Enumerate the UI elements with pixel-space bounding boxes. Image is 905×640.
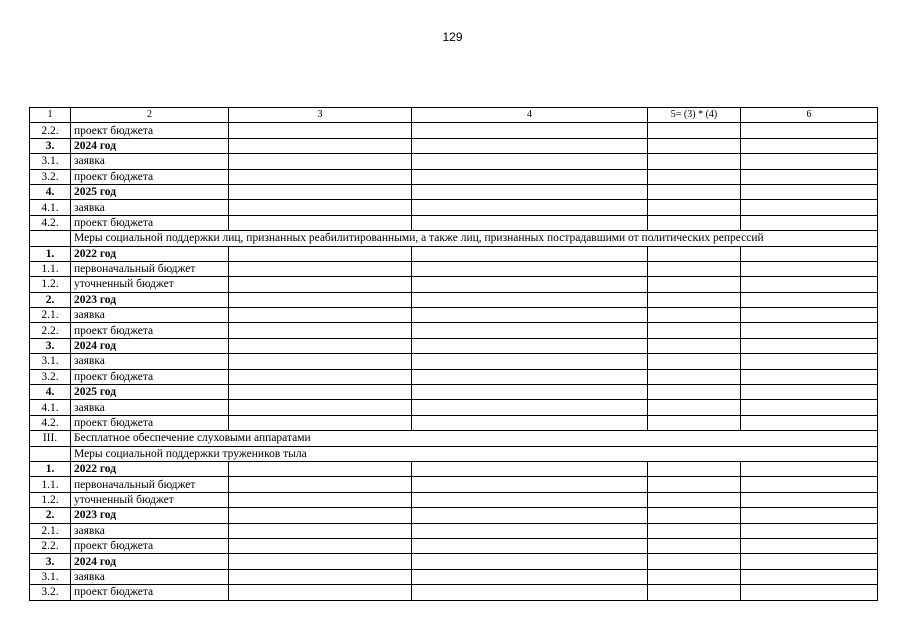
value-cell bbox=[229, 184, 412, 199]
value-cell bbox=[412, 277, 648, 292]
column-header: 5= (3) * (4) bbox=[648, 108, 741, 123]
value-cell bbox=[648, 338, 741, 353]
value-cell bbox=[229, 477, 412, 492]
value-cell bbox=[229, 415, 412, 430]
value-cell bbox=[648, 492, 741, 507]
value-cell bbox=[412, 154, 648, 169]
table-row bbox=[30, 415, 878, 430]
value-cell bbox=[648, 523, 741, 538]
value-cell bbox=[648, 354, 741, 369]
value-cell bbox=[412, 308, 648, 323]
value-cell bbox=[412, 354, 648, 369]
value-cell bbox=[412, 585, 648, 600]
value-cell bbox=[412, 385, 648, 400]
value-cell bbox=[229, 154, 412, 169]
table-row bbox=[30, 492, 878, 507]
row-number bbox=[30, 446, 71, 461]
year-row bbox=[30, 338, 878, 353]
row-number: 3. bbox=[30, 338, 71, 353]
table-row bbox=[30, 369, 878, 384]
value-cell bbox=[741, 477, 878, 492]
table-row bbox=[30, 169, 878, 184]
row-number: 1. bbox=[30, 461, 71, 476]
column-header: 1 bbox=[30, 108, 71, 123]
row-label: 2022 год bbox=[71, 246, 229, 261]
table-row bbox=[30, 200, 878, 215]
value-cell bbox=[648, 200, 741, 215]
table-row bbox=[30, 569, 878, 584]
value-cell bbox=[229, 215, 412, 230]
value-cell bbox=[229, 200, 412, 215]
value-cell bbox=[412, 400, 648, 415]
row-label: заявка bbox=[71, 400, 229, 415]
value-cell bbox=[741, 246, 878, 261]
row-number: 2.1. bbox=[30, 308, 71, 323]
year-row bbox=[30, 385, 878, 400]
row-label: заявка bbox=[71, 569, 229, 584]
year-row bbox=[30, 554, 878, 569]
value-cell bbox=[648, 138, 741, 153]
row-label: первоначальный бюджет bbox=[71, 477, 229, 492]
value-cell bbox=[412, 338, 648, 353]
row-label: 2022 год bbox=[71, 461, 229, 476]
value-cell bbox=[229, 261, 412, 276]
year-row bbox=[30, 246, 878, 261]
row-label: проект бюджета bbox=[71, 415, 229, 430]
row-number: 2.2. bbox=[30, 123, 71, 138]
row-number: III. bbox=[30, 431, 71, 446]
value-cell bbox=[741, 508, 878, 523]
section-title: Меры социальной поддержки тружеников тыла bbox=[71, 446, 878, 461]
value-cell bbox=[412, 123, 648, 138]
value-cell bbox=[412, 369, 648, 384]
section-title: Меры социальной поддержки лиц, признанных реабилитированными, а также лиц, признанных пострадавшими от политических репрессий bbox=[71, 231, 878, 246]
value-cell bbox=[648, 292, 741, 307]
value-cell bbox=[741, 492, 878, 507]
value-cell bbox=[648, 169, 741, 184]
value-cell bbox=[229, 323, 412, 338]
value-cell bbox=[741, 215, 878, 230]
value-cell bbox=[741, 123, 878, 138]
value-cell bbox=[229, 461, 412, 476]
value-cell bbox=[741, 554, 878, 569]
value-cell bbox=[741, 169, 878, 184]
table-row bbox=[30, 523, 878, 538]
value-cell bbox=[412, 461, 648, 476]
table-row bbox=[30, 400, 878, 415]
row-number: 2.1. bbox=[30, 523, 71, 538]
row-label: уточненный бюджет bbox=[71, 277, 229, 292]
row-label: проект бюджета bbox=[71, 123, 229, 138]
row-label: заявка bbox=[71, 308, 229, 323]
value-cell bbox=[741, 585, 878, 600]
section-row bbox=[30, 231, 878, 246]
column-header: 3 bbox=[229, 108, 412, 123]
row-number: 3.2. bbox=[30, 169, 71, 184]
row-number: 3. bbox=[30, 138, 71, 153]
row-number: 3.1. bbox=[30, 154, 71, 169]
value-cell bbox=[229, 523, 412, 538]
value-cell bbox=[648, 369, 741, 384]
value-cell bbox=[229, 138, 412, 153]
value-cell bbox=[648, 385, 741, 400]
table-row bbox=[30, 354, 878, 369]
row-number: 1.1. bbox=[30, 477, 71, 492]
value-cell bbox=[229, 123, 412, 138]
row-label: заявка bbox=[71, 200, 229, 215]
value-cell bbox=[741, 292, 878, 307]
row-label: проект бюджета bbox=[71, 538, 229, 553]
value-cell bbox=[412, 169, 648, 184]
value-cell bbox=[648, 585, 741, 600]
value-cell bbox=[648, 461, 741, 476]
row-label: 2025 год bbox=[71, 385, 229, 400]
value-cell bbox=[229, 246, 412, 261]
row-label: проект бюджета bbox=[71, 215, 229, 230]
value-cell bbox=[648, 400, 741, 415]
section-row bbox=[30, 431, 878, 446]
table-row bbox=[30, 261, 878, 276]
value-cell bbox=[741, 538, 878, 553]
value-cell bbox=[412, 261, 648, 276]
row-label: проект бюджета bbox=[71, 323, 229, 338]
value-cell bbox=[412, 538, 648, 553]
value-cell bbox=[648, 123, 741, 138]
value-cell bbox=[229, 492, 412, 507]
row-number: 3.1. bbox=[30, 569, 71, 584]
value-cell bbox=[648, 415, 741, 430]
value-cell bbox=[412, 215, 648, 230]
value-cell bbox=[229, 385, 412, 400]
row-number: 1. bbox=[30, 246, 71, 261]
value-cell bbox=[412, 246, 648, 261]
value-cell bbox=[229, 508, 412, 523]
row-number: 4.1. bbox=[30, 200, 71, 215]
row-number: 1.2. bbox=[30, 277, 71, 292]
value-cell bbox=[412, 292, 648, 307]
row-label: проект бюджета bbox=[71, 369, 229, 384]
table-row bbox=[30, 215, 878, 230]
year-row bbox=[30, 184, 878, 199]
year-row bbox=[30, 292, 878, 307]
value-cell bbox=[741, 200, 878, 215]
row-number: 1.1. bbox=[30, 261, 71, 276]
value-cell bbox=[412, 138, 648, 153]
value-cell bbox=[229, 585, 412, 600]
value-cell bbox=[648, 569, 741, 584]
value-cell bbox=[229, 369, 412, 384]
table-row bbox=[30, 477, 878, 492]
value-cell bbox=[412, 477, 648, 492]
value-cell bbox=[229, 169, 412, 184]
row-label: первоначальный бюджет bbox=[71, 261, 229, 276]
value-cell bbox=[648, 554, 741, 569]
value-cell bbox=[648, 477, 741, 492]
row-label: проект бюджета bbox=[71, 585, 229, 600]
row-number: 3.1. bbox=[30, 354, 71, 369]
value-cell bbox=[412, 554, 648, 569]
row-number: 2. bbox=[30, 292, 71, 307]
value-cell bbox=[412, 508, 648, 523]
value-cell bbox=[412, 492, 648, 507]
value-cell bbox=[741, 323, 878, 338]
section-row bbox=[30, 446, 878, 461]
value-cell bbox=[741, 354, 878, 369]
value-cell bbox=[412, 200, 648, 215]
value-cell bbox=[741, 569, 878, 584]
row-label: 2023 год bbox=[71, 292, 229, 307]
row-number bbox=[30, 231, 71, 246]
value-cell bbox=[648, 277, 741, 292]
column-header: 2 bbox=[71, 108, 229, 123]
row-number: 4.1. bbox=[30, 400, 71, 415]
row-number: 4.2. bbox=[30, 415, 71, 430]
value-cell bbox=[648, 308, 741, 323]
value-cell bbox=[741, 415, 878, 430]
row-number: 3.2. bbox=[30, 585, 71, 600]
value-cell bbox=[741, 523, 878, 538]
value-cell bbox=[741, 461, 878, 476]
value-cell bbox=[412, 523, 648, 538]
row-number: 4. bbox=[30, 184, 71, 199]
table-row bbox=[30, 585, 878, 600]
value-cell bbox=[741, 308, 878, 323]
table-body bbox=[30, 123, 878, 600]
table-row bbox=[30, 154, 878, 169]
value-cell bbox=[229, 538, 412, 553]
value-cell bbox=[741, 369, 878, 384]
value-cell bbox=[229, 354, 412, 369]
row-number: 3. bbox=[30, 554, 71, 569]
table-row bbox=[30, 123, 878, 138]
section-title: Бесплатное обеспечение слуховыми аппаратами bbox=[71, 431, 878, 446]
row-number: 4.2. bbox=[30, 215, 71, 230]
value-cell bbox=[229, 554, 412, 569]
value-cell bbox=[741, 154, 878, 169]
row-label: уточненный бюджет bbox=[71, 492, 229, 507]
year-row bbox=[30, 508, 878, 523]
value-cell bbox=[648, 508, 741, 523]
table-row bbox=[30, 323, 878, 338]
row-label: 2024 год bbox=[71, 138, 229, 153]
table-row bbox=[30, 538, 878, 553]
value-cell bbox=[412, 323, 648, 338]
page-number: 129 bbox=[442, 30, 463, 44]
value-cell bbox=[412, 569, 648, 584]
column-header: 4 bbox=[412, 108, 648, 123]
row-label: заявка bbox=[71, 523, 229, 538]
row-label: заявка bbox=[71, 154, 229, 169]
value-cell bbox=[741, 400, 878, 415]
value-cell bbox=[741, 261, 878, 276]
row-label: 2023 год bbox=[71, 508, 229, 523]
value-cell bbox=[412, 415, 648, 430]
row-label: 2024 год bbox=[71, 338, 229, 353]
value-cell bbox=[741, 338, 878, 353]
row-number: 1.2. bbox=[30, 492, 71, 507]
row-number: 3.2. bbox=[30, 369, 71, 384]
value-cell bbox=[648, 538, 741, 553]
value-cell bbox=[648, 246, 741, 261]
row-label: проект бюджета bbox=[71, 169, 229, 184]
column-header: 6 bbox=[741, 108, 878, 123]
row-number: 2.2. bbox=[30, 538, 71, 553]
table-row bbox=[30, 277, 878, 292]
value-cell bbox=[741, 385, 878, 400]
value-cell bbox=[648, 323, 741, 338]
budget-table bbox=[29, 107, 878, 601]
value-cell bbox=[741, 138, 878, 153]
value-cell bbox=[229, 292, 412, 307]
value-cell bbox=[648, 184, 741, 199]
value-cell bbox=[648, 154, 741, 169]
row-number: 4. bbox=[30, 385, 71, 400]
value-cell bbox=[741, 277, 878, 292]
value-cell bbox=[229, 569, 412, 584]
value-cell bbox=[229, 400, 412, 415]
value-cell bbox=[412, 184, 648, 199]
row-number: 2. bbox=[30, 508, 71, 523]
value-cell bbox=[741, 184, 878, 199]
year-row bbox=[30, 138, 878, 153]
value-cell bbox=[229, 308, 412, 323]
year-row bbox=[30, 461, 878, 476]
value-cell bbox=[648, 215, 741, 230]
row-number: 2.2. bbox=[30, 323, 71, 338]
value-cell bbox=[648, 261, 741, 276]
header-row bbox=[30, 108, 878, 123]
value-cell bbox=[229, 338, 412, 353]
value-cell bbox=[229, 277, 412, 292]
table-row bbox=[30, 308, 878, 323]
row-label: 2025 год bbox=[71, 184, 229, 199]
row-label: 2024 год bbox=[71, 554, 229, 569]
row-label: заявка bbox=[71, 354, 229, 369]
